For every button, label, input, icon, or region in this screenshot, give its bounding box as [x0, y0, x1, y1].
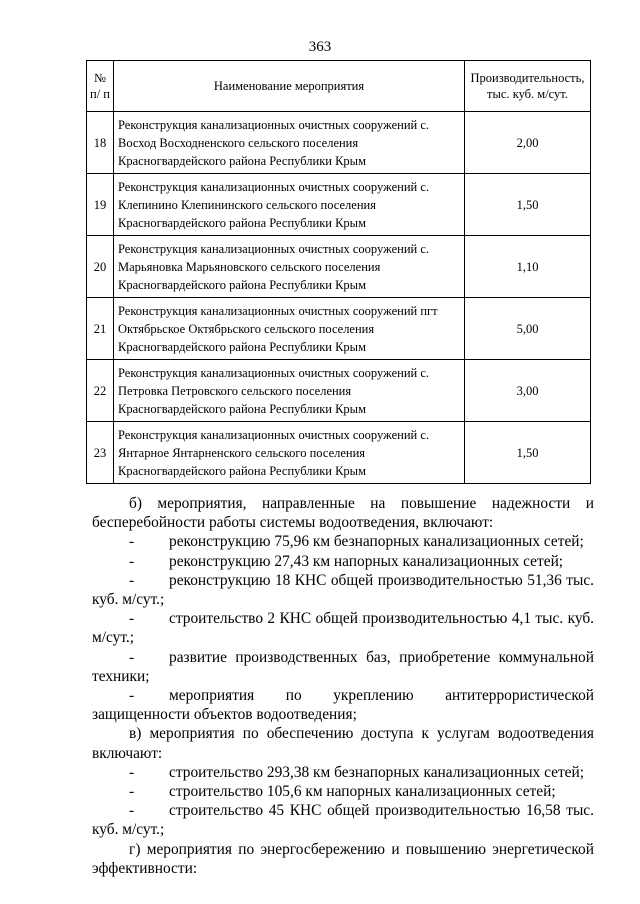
- list-item-text: строительство 45 КНС общей производительностью 16,58 тыс. куб. м/сут.;: [92, 802, 594, 839]
- list-item: [92, 571, 594, 609]
- list-item: [92, 552, 594, 571]
- header-capacity: Производительность, тыс. куб. м/сут.: [465, 61, 591, 112]
- row-capacity: 1,50: [465, 174, 591, 236]
- list-item: [92, 648, 594, 686]
- row-number: 22: [87, 360, 114, 422]
- list-dash: -: [129, 610, 135, 628]
- list-dash: -: [129, 802, 135, 820]
- list-dash: -: [129, 687, 135, 705]
- list-item-text: реконструкцию 75,96 км безнапорных канализационных сетей;: [169, 533, 584, 551]
- row-number: 23: [87, 422, 114, 484]
- body-text: [92, 494, 594, 878]
- table-row: [87, 360, 591, 422]
- measures-table: [86, 60, 591, 484]
- list-item-text: строительство 2 КНС общей производительностью 4,1 тыс. куб. м/сут.;: [92, 610, 594, 647]
- list-item-text: реконструкцию 27,43 км напорных канализационных сетей;: [169, 552, 564, 570]
- table-row: [87, 174, 591, 236]
- paragraph-g: г) мероприятия по энергосбережению и повышению энергетической эффективности:: [92, 840, 594, 877]
- list-item-text: строительство 105,6 км напорных канализационных сетей;: [169, 783, 556, 801]
- list-item-text: строительство 293,38 км безнапорных канализационных сетей;: [169, 763, 585, 781]
- table-row: [87, 236, 591, 298]
- table-row: [87, 298, 591, 360]
- paragraph-b: б) мероприятия, направленные на повышение надежности и бесперебойности работы системы водоотведения, включают:: [92, 495, 594, 532]
- list-dash: -: [129, 763, 135, 781]
- row-name: Реконструкция канализационных очистных сооружений с. Янтарное Янтарненского сельского поселения Красногвардейского района Республики Крым: [114, 422, 465, 484]
- row-capacity: 1,50: [465, 422, 591, 484]
- header-name: Наименование мероприятия: [114, 61, 465, 112]
- list-item: [92, 686, 594, 724]
- row-number: 19: [87, 174, 114, 236]
- row-capacity: 2,00: [465, 112, 591, 174]
- header-number: № п/ п: [87, 61, 114, 112]
- row-name: Реконструкция канализационных очистных сооружений с. Марьяновка Марьяновского сельского поселения Красногвардейского района Республики Крым: [114, 236, 465, 298]
- row-name: Реконструкция канализационных очистных сооружений с. Восход Восходненского сельского поселения Красногвардейского района Республики Крым: [114, 112, 465, 174]
- list-item: [92, 609, 594, 647]
- table-header-row: [87, 61, 591, 112]
- row-name: Реконструкция канализационных очистных сооружений с. Петровка Петровского сельского поселения Красногвардейского района Республики Крым: [114, 360, 465, 422]
- row-capacity: 1,10: [465, 236, 591, 298]
- list-item: [92, 801, 594, 839]
- page-number: 363: [308, 39, 332, 55]
- list-dash: -: [129, 783, 135, 801]
- row-number: 21: [87, 298, 114, 360]
- list-dash: -: [129, 571, 135, 589]
- row-number: 18: [87, 112, 114, 174]
- list-dash: -: [129, 648, 135, 666]
- list-item: [92, 532, 594, 551]
- table-row: [87, 422, 591, 484]
- list-item-text: развитие производственных баз, приобретение коммунальной техники;: [92, 648, 594, 685]
- row-capacity: 5,00: [465, 298, 591, 360]
- list-dash: -: [129, 552, 135, 570]
- paragraph-v: в) мероприятия по обеспечению доступа к услугам водоотведения включают:: [92, 725, 594, 762]
- row-name: Реконструкция канализационных очистных сооружений пгт Октябрьское Октябрьского сельского поселения Красногвардейского района Республики Крым: [114, 298, 465, 360]
- list-item: [92, 782, 594, 801]
- row-name: Реконструкция канализационных очистных сооружений с. Клепинино Клепининского сельского поселения Красногвардейского района Республики Крым: [114, 174, 465, 236]
- list-item: [92, 763, 594, 782]
- list-item-text: реконструкцию 18 КНС общей производительностью 51,36 тыс. куб. м/сут.;: [92, 571, 594, 609]
- list-item-text: мероприятия по укреплению антитеррористической защищенности объектов водоотведения;: [92, 687, 594, 724]
- row-number: 20: [87, 236, 114, 298]
- row-capacity: 3,00: [465, 360, 591, 422]
- list-dash: -: [129, 533, 135, 551]
- table-row: [87, 112, 591, 174]
